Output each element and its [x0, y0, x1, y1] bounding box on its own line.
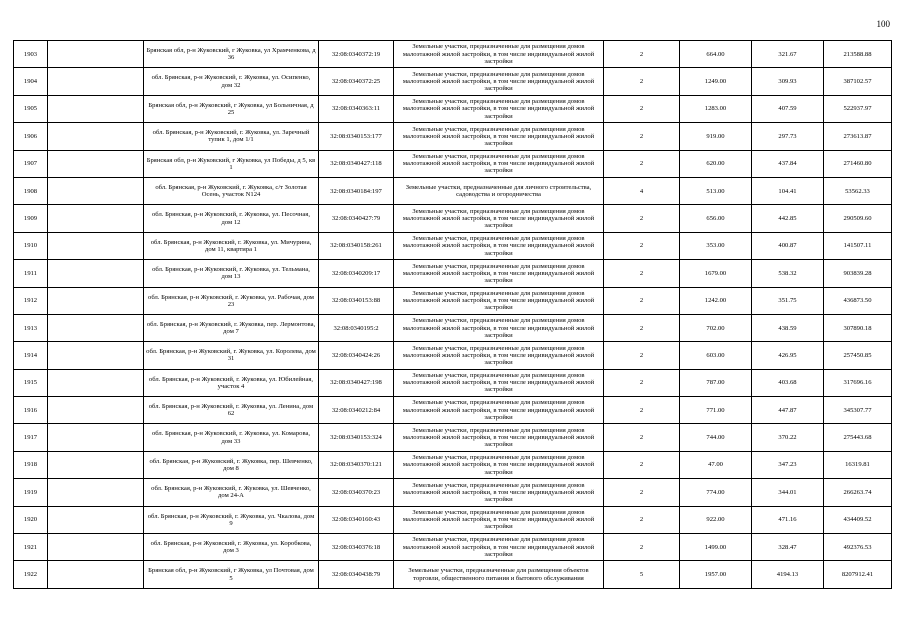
address-cell: обл. Брянская, р-н Жуковский, г. Жуковка, ул. Комарова, дом 33: [144, 424, 319, 451]
specific-value-cell: 403.68: [752, 369, 824, 396]
land-registry-table: [13, 40, 892, 589]
cadastral-number-cell: 32:08:0340160:43: [319, 506, 394, 533]
table-row: [14, 287, 892, 314]
table-row: [14, 232, 892, 259]
address-cell: обл. Брянская, р-н Жуковский, г. Жуковка, пер. Шевченко, дом 8: [144, 451, 319, 478]
area-cell: 922.00: [680, 506, 752, 533]
use-group-cell: 2: [604, 123, 680, 150]
cadastral-value-cell: 307890.18: [824, 314, 892, 341]
cadastral-number-cell: 32:08:0340153:88: [319, 287, 394, 314]
row-number: 1917: [14, 424, 48, 451]
cadastral-value-cell: 257450.85: [824, 342, 892, 369]
table-row: [14, 534, 892, 561]
use-group-cell: 2: [604, 369, 680, 396]
table-row: [14, 451, 892, 478]
land-use-cell: Земельные участки, предназначенные для размещения домов малоэтажной жилой застройки, в том числе индивидуальной жилой застройки: [394, 397, 604, 424]
row-number: 1911: [14, 260, 48, 287]
row-number: 1910: [14, 232, 48, 259]
area-cell: 353.00: [680, 232, 752, 259]
row-number: 1906: [14, 123, 48, 150]
address-cell: обл. Брянская, р-н Жуковский, г. Жуковка, ул. Коробкова, дом 3: [144, 534, 319, 561]
cadastral-value-cell: 266263.74: [824, 479, 892, 506]
cadastral-value-cell: 317696.16: [824, 369, 892, 396]
table-row: [14, 177, 892, 204]
specific-value-cell: 321.67: [752, 41, 824, 68]
empty-cell: [48, 479, 144, 506]
empty-cell: [48, 424, 144, 451]
row-number: 1915: [14, 369, 48, 396]
table-row: [14, 424, 892, 451]
use-group-cell: 2: [604, 205, 680, 232]
table-row: [14, 68, 892, 95]
empty-cell: [48, 150, 144, 177]
empty-cell: [48, 314, 144, 341]
use-group-cell: 2: [604, 534, 680, 561]
row-number: 1922: [14, 561, 48, 588]
cadastral-value-cell: 903839.28: [824, 260, 892, 287]
address-cell: обл. Брянская, р-н Жуковский, г. Жуковка, ул. Юбилейная, участок 4: [144, 369, 319, 396]
use-group-cell: 2: [604, 451, 680, 478]
empty-cell: [48, 41, 144, 68]
row-number: 1914: [14, 342, 48, 369]
table-row: [14, 342, 892, 369]
cadastral-value-cell: 8207912.41: [824, 561, 892, 588]
land-use-cell: Земельные участки, предназначенные для размещения домов малоэтажной жилой застройки, в том числе индивидуальной жилой застройки: [394, 287, 604, 314]
row-number: 1920: [14, 506, 48, 533]
address-cell: Брянская обл, р-н Жуковский, г Жуковка, ул Почтовая, дом 5: [144, 561, 319, 588]
row-number: 1909: [14, 205, 48, 232]
address-cell: обл. Брянская, р-н Жуковский, г. Жуковка, ул. Песочная, дом 12: [144, 205, 319, 232]
table-row: [14, 205, 892, 232]
address-cell: обл. Брянская, р-н Жуковский, г. Жуковка, ул. Заречный тупик 1, дом 1/1: [144, 123, 319, 150]
land-use-cell: Земельные участки, предназначенные для размещения домов малоэтажной жилой застройки, в том числе индивидуальной жилой застройки: [394, 451, 604, 478]
area-cell: 1957.00: [680, 561, 752, 588]
row-number: 1907: [14, 150, 48, 177]
cadastral-number-cell: 32:08:0340427:118: [319, 150, 394, 177]
cadastral-number-cell: 32:08:0340424:26: [319, 342, 394, 369]
use-group-cell: 2: [604, 397, 680, 424]
specific-value-cell: 370.22: [752, 424, 824, 451]
empty-cell: [48, 260, 144, 287]
area-cell: 656.00: [680, 205, 752, 232]
row-number: 1913: [14, 314, 48, 341]
use-group-cell: 2: [604, 479, 680, 506]
cadastral-value-cell: 213588.88: [824, 41, 892, 68]
area-cell: 1499.00: [680, 534, 752, 561]
land-use-cell: Земельные участки, предназначенные для размещения домов малоэтажной жилой застройки, в том числе индивидуальной жилой застройки: [394, 314, 604, 341]
row-number: 1905: [14, 95, 48, 122]
use-group-cell: 2: [604, 150, 680, 177]
land-use-cell: Земельные участки, предназначенные для личного строительства, садоводства и огородничества: [394, 177, 604, 204]
use-group-cell: 2: [604, 232, 680, 259]
land-use-cell: Земельные участки, предназначенные для размещения домов малоэтажной жилой застройки, в том числе индивидуальной жилой застройки: [394, 506, 604, 533]
cadastral-value-cell: 273613.87: [824, 123, 892, 150]
cadastral-number-cell: 32:08:0340153:177: [319, 123, 394, 150]
cadastral-number-cell: 32:08:0340153:324: [319, 424, 394, 451]
address-cell: обл. Брянская, р-н Жуковский, г. Жуковка, ул. Ленина, дом 62: [144, 397, 319, 424]
cadastral-value-cell: 271460.80: [824, 150, 892, 177]
specific-value-cell: 104.41: [752, 177, 824, 204]
area-cell: 702.00: [680, 314, 752, 341]
area-cell: 620.00: [680, 150, 752, 177]
empty-cell: [48, 68, 144, 95]
area-cell: 1242.00: [680, 287, 752, 314]
cadastral-value-cell: 141507.11: [824, 232, 892, 259]
cadastral-value-cell: 387102.57: [824, 68, 892, 95]
land-use-cell: Земельные участки, предназначенные для размещения домов малоэтажной жилой застройки, в том числе индивидуальной жилой застройки: [394, 369, 604, 396]
empty-cell: [48, 451, 144, 478]
cadastral-value-cell: 290509.60: [824, 205, 892, 232]
specific-value-cell: 309.93: [752, 68, 824, 95]
table-row: [14, 479, 892, 506]
area-cell: 1679.00: [680, 260, 752, 287]
area-cell: 47.00: [680, 451, 752, 478]
specific-value-cell: 438.59: [752, 314, 824, 341]
empty-cell: [48, 397, 144, 424]
cadastral-number-cell: 32:08:0340209:17: [319, 260, 394, 287]
table-row: [14, 123, 892, 150]
row-number: 1908: [14, 177, 48, 204]
page-number: 100: [876, 19, 890, 29]
cadastral-number-cell: 32:08:0340372:19: [319, 41, 394, 68]
area-cell: 664.00: [680, 41, 752, 68]
specific-value-cell: 407.59: [752, 95, 824, 122]
address-cell: обл. Брянская, р-н Жуковский, г. Жуковка, ул. Королева, дом 31: [144, 342, 319, 369]
cadastral-number-cell: 32:08:0340427:79: [319, 205, 394, 232]
use-group-cell: 2: [604, 506, 680, 533]
specific-value-cell: 538.32: [752, 260, 824, 287]
area-cell: 603.00: [680, 342, 752, 369]
table-body: [14, 41, 892, 589]
cadastral-number-cell: 32:08:0340376:18: [319, 534, 394, 561]
table-row: [14, 260, 892, 287]
empty-cell: [48, 369, 144, 396]
cadastral-number-cell: 32:08:0340212:84: [319, 397, 394, 424]
land-use-cell: Земельные участки, предназначенные для размещения объектов торговли, общественного питания и бытового обслуживания: [394, 561, 604, 588]
land-use-cell: Земельные участки, предназначенные для размещения домов малоэтажной жилой застройки, в том числе индивидуальной жилой застройки: [394, 424, 604, 451]
row-number: 1903: [14, 41, 48, 68]
empty-cell: [48, 123, 144, 150]
table-row: [14, 95, 892, 122]
land-use-cell: Земельные участки, предназначенные для размещения домов малоэтажной жилой застройки, в том числе индивидуальной жилой застройки: [394, 41, 604, 68]
empty-cell: [48, 534, 144, 561]
specific-value-cell: 351.75: [752, 287, 824, 314]
use-group-cell: 2: [604, 95, 680, 122]
row-number: 1919: [14, 479, 48, 506]
specific-value-cell: 442.85: [752, 205, 824, 232]
row-number: 1918: [14, 451, 48, 478]
cadastral-number-cell: 32:08:0340372:25: [319, 68, 394, 95]
use-group-cell: 2: [604, 68, 680, 95]
cadastral-number-cell: 32:08:0340195:2: [319, 314, 394, 341]
cadastral-number-cell: 32:08:0340158:261: [319, 232, 394, 259]
area-cell: 1249.00: [680, 68, 752, 95]
use-group-cell: 2: [604, 342, 680, 369]
address-cell: обл. Брянская, р-н Жуковский, г. Жуковка, ул. Рабочая, дом 23: [144, 287, 319, 314]
specific-value-cell: 344.01: [752, 479, 824, 506]
specific-value-cell: 471.16: [752, 506, 824, 533]
empty-cell: [48, 177, 144, 204]
address-cell: обл. Брянская, р-н Жуковский, г. Жуковка, ул. Чкалова, дом 9: [144, 506, 319, 533]
table-row: [14, 41, 892, 68]
cadastral-value-cell: 275443.68: [824, 424, 892, 451]
table-row: [14, 506, 892, 533]
empty-cell: [48, 232, 144, 259]
land-use-cell: Земельные участки, предназначенные для размещения домов малоэтажной жилой застройки, в том числе индивидуальной жилой застройки: [394, 95, 604, 122]
specific-value-cell: 347.23: [752, 451, 824, 478]
empty-cell: [48, 205, 144, 232]
land-use-cell: Земельные участки, предназначенные для размещения домов малоэтажной жилой застройки, в том числе индивидуальной жилой застройки: [394, 123, 604, 150]
table-row: [14, 314, 892, 341]
cadastral-value-cell: 16319.81: [824, 451, 892, 478]
use-group-cell: 2: [604, 424, 680, 451]
specific-value-cell: 328.47: [752, 534, 824, 561]
land-use-cell: Земельные участки, предназначенные для размещения домов малоэтажной жилой застройки, в том числе индивидуальной жилой застройки: [394, 534, 604, 561]
area-cell: 1283.00: [680, 95, 752, 122]
cadastral-value-cell: 492376.53: [824, 534, 892, 561]
area-cell: 774.00: [680, 479, 752, 506]
land-use-cell: Земельные участки, предназначенные для размещения домов малоэтажной жилой застройки, в том числе индивидуальной жилой застройки: [394, 205, 604, 232]
table-row: [14, 397, 892, 424]
specific-value-cell: 437.84: [752, 150, 824, 177]
row-number: 1904: [14, 68, 48, 95]
row-number: 1921: [14, 534, 48, 561]
cadastral-number-cell: 32:08:0340370:23: [319, 479, 394, 506]
cadastral-number-cell: 32:08:0340427:198: [319, 369, 394, 396]
address-cell: Брянская обл, р-н Жуковский, г Жуковка, ул Победы, д 5, кв 1: [144, 150, 319, 177]
use-group-cell: 2: [604, 41, 680, 68]
land-use-cell: Земельные участки, предназначенные для размещения домов малоэтажной жилой застройки, в том числе индивидуальной жилой застройки: [394, 68, 604, 95]
cadastral-value-cell: 345307.77: [824, 397, 892, 424]
use-group-cell: 2: [604, 260, 680, 287]
cadastral-number-cell: 32:08:0340438:79: [319, 561, 394, 588]
land-use-cell: Земельные участки, предназначенные для размещения домов малоэтажной жилой застройки, в том числе индивидуальной жилой застройки: [394, 232, 604, 259]
table-row: [14, 150, 892, 177]
address-cell: обл. Брянская, р-н Жуковский, г. Жуковка, ул. Осипенко, дом 32: [144, 68, 319, 95]
use-group-cell: 2: [604, 314, 680, 341]
use-group-cell: 2: [604, 287, 680, 314]
empty-cell: [48, 95, 144, 122]
specific-value-cell: 447.87: [752, 397, 824, 424]
empty-cell: [48, 506, 144, 533]
address-cell: обл. Брянская, р-н Жуковский, г. Жуковка, пер. Лермонтова, дом 7: [144, 314, 319, 341]
specific-value-cell: 4194.13: [752, 561, 824, 588]
table-row: [14, 369, 892, 396]
address-cell: Брянская обл, р-н Жуковский, г Жуковка, ул Храмченкова, д 36: [144, 41, 319, 68]
row-number: 1916: [14, 397, 48, 424]
empty-cell: [48, 342, 144, 369]
empty-cell: [48, 287, 144, 314]
area-cell: 787.00: [680, 369, 752, 396]
specific-value-cell: 297.73: [752, 123, 824, 150]
use-group-cell: 4: [604, 177, 680, 204]
land-use-cell: Земельные участки, предназначенные для размещения домов малоэтажной жилой застройки, в том числе индивидуальной жилой застройки: [394, 150, 604, 177]
cadastral-number-cell: 32:08:0340184:197: [319, 177, 394, 204]
land-use-cell: Земельные участки, предназначенные для размещения домов малоэтажной жилой застройки, в том числе индивидуальной жилой застройки: [394, 260, 604, 287]
specific-value-cell: 400.87: [752, 232, 824, 259]
address-cell: Брянская обл, р-н Жуковский, г Жуковка, ул Больничная, д 25: [144, 95, 319, 122]
cadastral-value-cell: 53562.33: [824, 177, 892, 204]
land-use-cell: Земельные участки, предназначенные для размещения домов малоэтажной жилой застройки, в том числе индивидуальной жилой застройки: [394, 479, 604, 506]
cadastral-value-cell: 436873.50: [824, 287, 892, 314]
address-cell: обл. Брянская, р-н Жуковский, г. Жуковка, ул. Тельмана, дом 13: [144, 260, 319, 287]
cadastral-value-cell: 434409.52: [824, 506, 892, 533]
address-cell: обл. Брянская, р-н Жуковский, г. Жуковка, ул. Мичурина, дом 11, квартира 1: [144, 232, 319, 259]
specific-value-cell: 426.95: [752, 342, 824, 369]
table-row: [14, 561, 892, 588]
empty-cell: [48, 561, 144, 588]
use-group-cell: 5: [604, 561, 680, 588]
area-cell: 919.00: [680, 123, 752, 150]
area-cell: 513.00: [680, 177, 752, 204]
area-cell: 744.00: [680, 424, 752, 451]
cadastral-number-cell: 32:08:0340363:11: [319, 95, 394, 122]
cadastral-value-cell: 522937.97: [824, 95, 892, 122]
land-use-cell: Земельные участки, предназначенные для размещения домов малоэтажной жилой застройки, в том числе индивидуальной жилой застройки: [394, 342, 604, 369]
row-number: 1912: [14, 287, 48, 314]
address-cell: обл. Брянская, р-н Жуковский, г. Жуковка, с/т Золотая Осень, участок N124: [144, 177, 319, 204]
cadastral-number-cell: 32:08:0340370:121: [319, 451, 394, 478]
address-cell: обл. Брянская, р-н Жуковский, г. Жуковка, ул. Шевченко, дом 24-А: [144, 479, 319, 506]
area-cell: 771.00: [680, 397, 752, 424]
